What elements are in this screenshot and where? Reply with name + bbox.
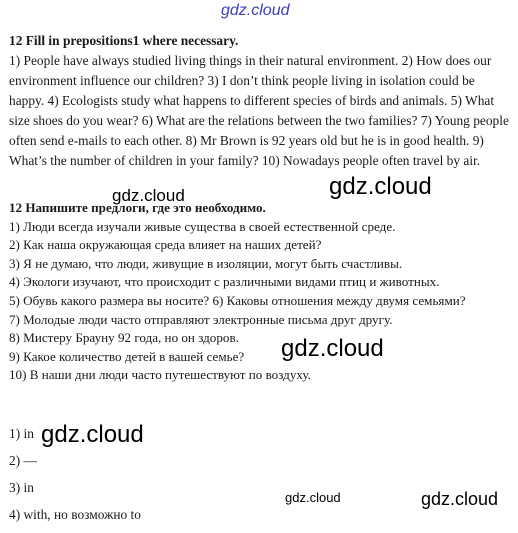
russian-line: 9) Какое количество детей в вашей семье? — [9, 348, 245, 364]
watermark: gdz.cloud — [112, 186, 185, 205]
russian-line: 1) Люди всегда изучали живые существа в своей естественной среде. — [9, 218, 396, 234]
russian-line: 3) Я не думаю, что люди, живущие в изоляции, могут быть счастливы. — [9, 255, 403, 271]
answer-item: 1) in — [9, 426, 34, 441]
russian-line: 8) Мистеру Брауну 92 года, но он здоров. — [9, 330, 239, 346]
watermark-top: gdz.cloud — [221, 2, 290, 19]
russian-heading: 12 Напишите предлоги, где это необходимо. — [9, 200, 266, 215]
russian-exercise — [9, 199, 509, 385]
english-body: 1) People have always studied living things in their natural environment. 2) How does our environment influence our children? 3) I don’t think people living in isolation could be happy. 4) Ecologists study what happens to different species of birds and animals. 5) What size shoes do you wear? 6) What are the relations between the two families? 7) Young people often send e-mails to each other. 8) Mr Brown is 92 years old but he is in good health. 9) What’s the number of children in your family? 10) Nowadays people often travel by air. — [9, 53, 509, 168]
watermark: gdz.cloud — [281, 335, 384, 362]
answer-item: 4) with, но возможно to — [9, 507, 141, 522]
watermark: gdz.cloud — [285, 490, 341, 505]
russian-line: 10) В наши дни люди часто путешествуют по воздуху. — [9, 367, 311, 383]
russian-line: 7) Молодые люди часто отправляют электронные письма друг другу. — [9, 311, 393, 327]
russian-line: 5) Обувь какого размера вы носите? 6) Каковы отношения между двумя семьями? — [9, 292, 466, 308]
russian-line: 4) Экологи изучают, что происходит с различными видами птиц и животных. — [9, 274, 440, 290]
english-heading: 12 Fill in prepositions1 where necessary. — [9, 33, 239, 48]
answer-item: 3) in — [9, 480, 34, 495]
english-exercise — [9, 31, 509, 171]
watermark: gdz.cloud — [41, 421, 144, 448]
russian-line: 2) Как наша окружающая среда влияет на наших детей? — [9, 237, 322, 253]
watermark: gdz.cloud — [329, 173, 432, 200]
watermark: gdz.cloud — [421, 489, 499, 509]
answer-item: 2) — — [9, 453, 37, 468]
